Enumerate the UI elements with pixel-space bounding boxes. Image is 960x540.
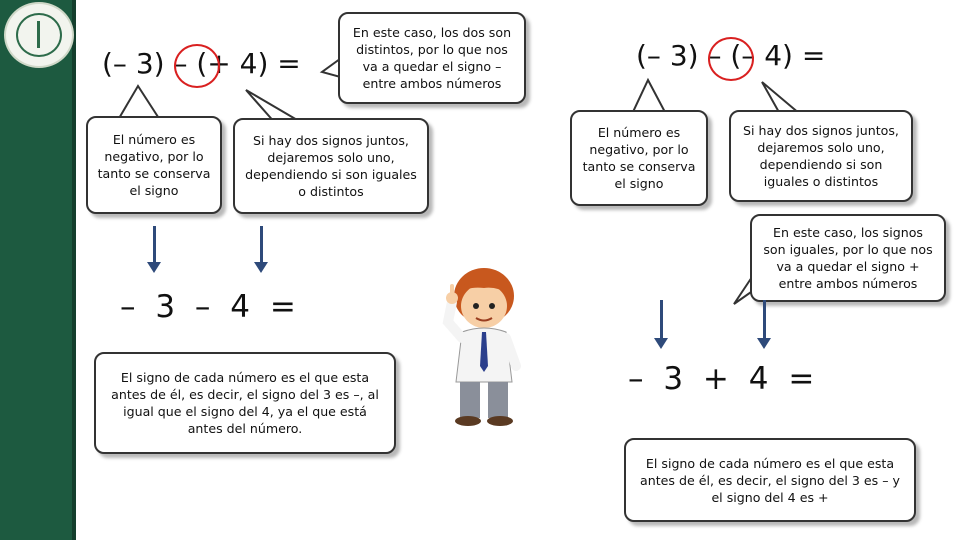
right-result: – 3 + 4 = <box>628 361 815 397</box>
left-sign-highlight-circle <box>174 44 220 88</box>
boy-illustration-icon <box>438 266 528 426</box>
right-bubble-sign: El número es negativo, por lo tanto se conserva el signo <box>570 110 708 206</box>
right-expression: (– 3) – (– 4) = <box>636 39 826 72</box>
left-result: – 3 – 4 = <box>120 289 296 325</box>
left-bubble-case: En este caso, los dos son distintos, por lo que nos va a quedar el signo – entre ambos números <box>338 12 526 104</box>
sidebar <box>0 0 76 540</box>
right-bubble-pair: Si hay dos signos juntos, dejaremos solo uno, dependiendo si son iguales o distintos <box>729 110 913 202</box>
left-bubble-pair: Si hay dos signos juntos, dejaremos solo uno, dependiendo si son iguales o distintos <box>233 118 429 214</box>
university-seal-icon <box>4 2 74 68</box>
left-explanation: El signo de cada número es el que esta antes de él, es decir, el signo del 3 es –, al igual que el signo del 4, ya el que está antes del número. <box>94 352 396 454</box>
right-bubble-case: En este caso, los signos son iguales, por lo que nos va a quedar el signo + entre ambos números <box>750 214 946 302</box>
sidebar-edge <box>72 0 76 540</box>
right-explanation: El signo de cada número es el que esta antes de él, es decir, el signo del 3 es – y el signo del 4 es + <box>624 438 916 522</box>
left-bubble-sign: El número es negativo, por lo tanto se conserva el signo <box>86 116 222 214</box>
right-sign-highlight-circle <box>708 37 754 81</box>
left-expression: (– 3) – (+ 4) = <box>102 47 301 80</box>
